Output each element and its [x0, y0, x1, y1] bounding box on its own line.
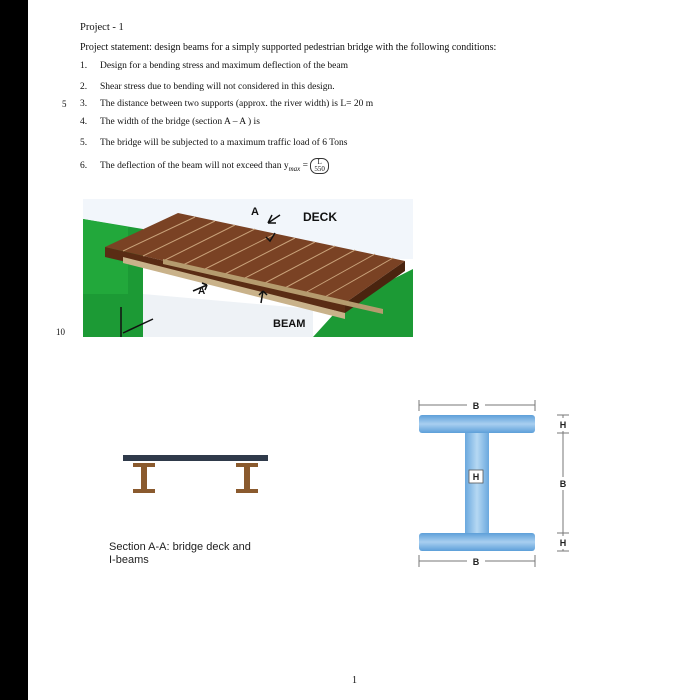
- item-number: 6.: [80, 161, 88, 172]
- label-a-bottom: A: [198, 286, 206, 297]
- document-page: [28, 0, 685, 700]
- list-item: [80, 99, 373, 109]
- list-item: [80, 158, 329, 174]
- item-text: The deflection of the beam will not exceed than y: [100, 161, 289, 172]
- item-text: The width of the bridge (section A – A ) is: [100, 117, 260, 127]
- bottom-flange: [419, 533, 535, 551]
- project-statement: Project statement: design beams for a simply supported pedestrian bridge with the following conditions:: [80, 42, 497, 53]
- section-aa-diagram: [123, 453, 268, 498]
- list-item: [80, 61, 348, 71]
- deflection-equals: =: [302, 161, 309, 172]
- list-item: [80, 117, 260, 127]
- list-item: [80, 82, 335, 92]
- item-number: 3.: [80, 99, 88, 109]
- project-title: Project - 1: [80, 22, 124, 33]
- top-flange: [419, 415, 535, 433]
- item-text: Shear stress due to bending will not considered in this design.: [100, 82, 335, 92]
- deck-plate: [123, 455, 268, 461]
- item-number: 4.: [80, 117, 88, 127]
- fraction-denominator: 550: [314, 165, 325, 173]
- list-item: [80, 138, 348, 148]
- dim-h-web: H: [472, 472, 480, 482]
- deflection-subscript: max: [288, 165, 301, 174]
- bridge-diagram: [83, 199, 413, 337]
- dim-b-top: B: [472, 401, 480, 411]
- i-beam-right: [236, 463, 258, 493]
- dim-b-mid: B: [559, 479, 567, 489]
- item-number: 1.: [80, 61, 88, 71]
- section-caption: [109, 541, 299, 567]
- label-deck: DECK: [303, 210, 338, 224]
- page-number: 1: [352, 675, 357, 686]
- item-text: Design for a bending stress and maximum deflection of the beam: [100, 61, 348, 71]
- item-text: The distance between two supports (approx. the river width) is L= 20 m: [100, 99, 374, 109]
- i-beam-left: [133, 463, 155, 493]
- item-number: 2.: [80, 82, 88, 92]
- fraction-numerator: L: [317, 158, 322, 166]
- label-a-top: A: [251, 206, 259, 218]
- dim-h-bottom: H: [559, 538, 567, 548]
- item-number: 5.: [80, 138, 88, 148]
- line-number: 10: [56, 327, 65, 337]
- deflection-fraction: [310, 158, 329, 174]
- caption-line-1: Section A-A: bridge deck and: [109, 541, 251, 553]
- item-text: The bridge will be subjected to a maximum traffic load of 6 Tons: [100, 138, 348, 148]
- ibeam-cross-section: [413, 395, 593, 575]
- dim-h-top: H: [559, 420, 567, 430]
- caption-line-2: I-beams: [109, 554, 149, 566]
- dim-b-bottom: B: [472, 557, 480, 567]
- line-number: 5: [62, 99, 67, 109]
- label-beam: BEAM: [273, 318, 306, 330]
